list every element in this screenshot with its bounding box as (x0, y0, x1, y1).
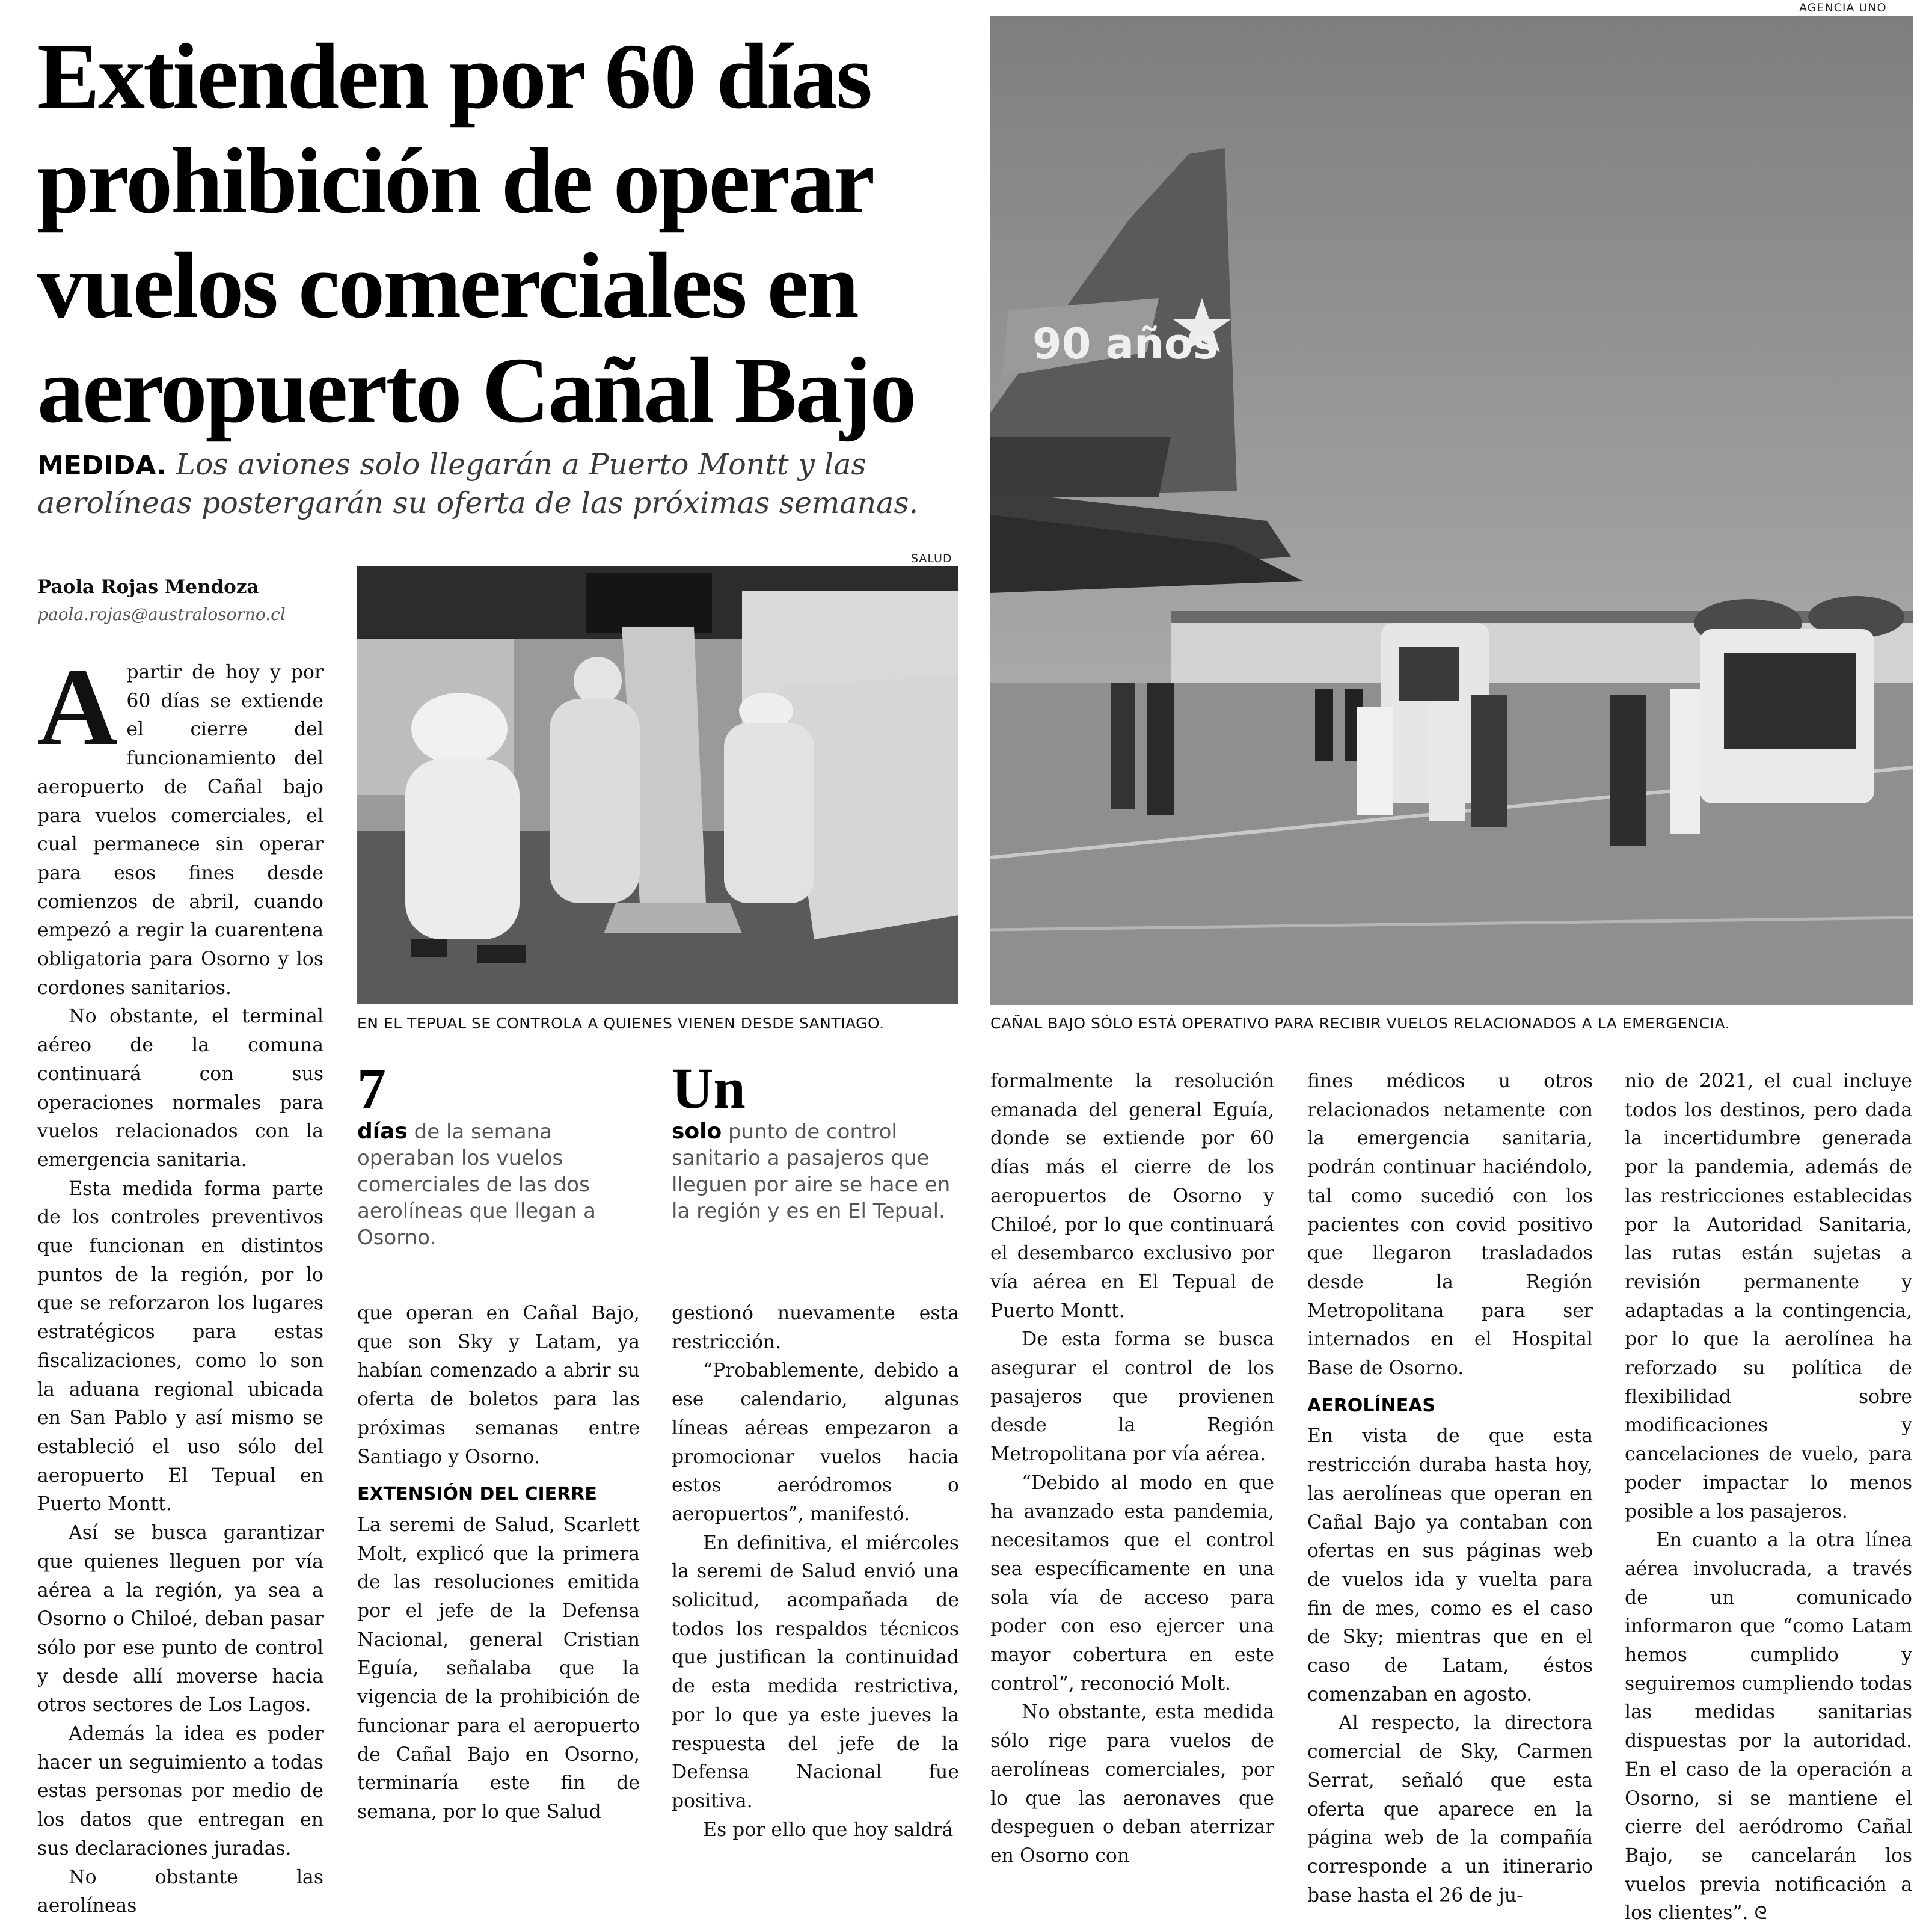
body-column-4 (990, 1067, 1274, 1871)
drop-cap: A (37, 645, 118, 769)
subhead: EXTENSIÓN DEL CIERRE (357, 1484, 597, 1505)
large-photo-credit: AGENCIA UNO (1799, 1, 1887, 14)
stat-box-1 (357, 1058, 640, 1251)
paragraph: “Probablemente, debido a ese calendario, algunas líneas aéreas empezaron a promocionar vuelos hacia estos aeródromos o aeropuertos”, manifestó. (672, 1360, 959, 1525)
paragraph: En vista de que esta restricción duraba hasta hoy, las aerolíneas que operan en Cañal Bajo ya contaban con ofertas en sus páginas web de vuelos ida y vuelta para fin de mes, como es el caso de Sky; mientras que en el caso de Latam, éstos comenzaban en agosto. (1307, 1425, 1593, 1705)
paragraph: Al respecto, la directora comercial de Sky, Carmen Serrat, señaló que esta oferta que aparece en la página web de la compañía corresponde a un itinerario base hasta el 26 de ju- (1307, 1712, 1593, 1906)
paragraph: Esta medida forma parte de los controles preventivos que funcionan en distintos puntos de la región, por lo que se reforzaron los lugares estratégicos para estas fiscalizaciones, como lo son la aduana regional ubicada en San Pablo y así mismo se estableció el uso sólo del aeropuerto El Tepual en Puerto Montt. (37, 1177, 324, 1515)
body-column-3 (672, 1300, 959, 1844)
paragraph: que operan en Cañal Bajo, que son Sky y Latam, ya habían comenzado a abrir su oferta de boletos para las próximas semanas entre Santiago y Osorno. (357, 1303, 640, 1468)
paragraph: formalmente la resolución emanada del general Eguía, donde se extiende por 60 días más el cierre de los aeropuertos de Osorno y Chiloé, por lo que continuará el desembarco exclusivo por vía aérea en El Tepual de Puerto Montt. (990, 1070, 1274, 1322)
paragraph: De esta forma se busca asegurar el control de los pasajeros que provienen desde la Región Metropolitana por vía aérea. (990, 1328, 1274, 1466)
headline-line-4: aeropuerto Cañal Bajo (37, 338, 915, 442)
large-photo-illustration (990, 16, 1913, 1005)
stat-text: solo punto de control sanitario a pasajeros que lleguen por aire se hace en la región y es en El Tepual. (672, 1119, 951, 1223)
headline-line-3: vuelos comerciales en (37, 233, 857, 337)
paragraph: nio de 2021, el cual incluye todos los destinos, pero dada la incertidumbre generada por la pandemia, además de las restricciones establecidas por la Autoridad Sanitaria, las rutas están sujetas a revisión permanente y adaptadas a la contingencia, por lo que la aerolínea ha reforzado su política de flexibilidad sobre modificaciones y cancelaciones de vuelo, para poder impactar lo menos posible a los pasajeros. (1625, 1070, 1912, 1523)
paragraph: No obstante, esta medida sólo rige para vuelos de aerolíneas comerciales, por lo que las aeronaves que despeguen o deban aterrizar en Osorno con (990, 1701, 1274, 1867)
paragraph: Así se busca garantizar que quienes lleguen por vía aérea a la región, ya sea a Osorno o Chiloé, deban pasar sólo por ese punto de control y desde allí moverse hacia otros sectores de Los Lagos. (37, 1522, 324, 1716)
large-photo-caption: CAÑAL BAJO SÓLO ESTÁ OPERATIVO PARA RECIBIR VUELOS RELACIONADOS A LA EMERGENCIA. (990, 1015, 1731, 1032)
stat-text: días de la semana operaban los vuelos comerciales de las dos aerolíneas que llegan a Osorno. (357, 1119, 596, 1250)
paragraph: La seremi de Salud, Scarlett Molt, explicó que la primera de las resoluciones emitida por el jefe de la Defensa Nacional, general Cristian Eguía, señalaba que la vigencia de la prohibición de funcionar para el aeropuerto de Cañal Bajo en Osorno, terminaría este fin de semana, por lo que Salud (357, 1514, 640, 1823)
paragraph: Es por ello que hoy saldrá (703, 1819, 954, 1841)
small-photo-illustration (357, 566, 958, 1004)
paragraph: En definitiva, el miércoles la seremi de Salud envió una solicitud, acompañada de todos los respaldos técnicos que justifican la continuidad de esta medida restrictiva, por lo que ya este jueves la respuesta del jefe de la Defensa Nacional fue positiva. (672, 1532, 959, 1812)
paragraph: No obstante las aerolíneas (37, 1866, 324, 1917)
end-mark-icon: ᘓ (1754, 1903, 1767, 1924)
paragraph: Además la idea es poder hacer un seguimiento a todas estas personas por medio de los datos que entregan en sus declaraciones juradas. (37, 1723, 324, 1859)
stat-box-2 (672, 1058, 959, 1224)
deck-kicker: MEDIDA. (37, 450, 167, 481)
small-photo-caption: EN EL TEPUAL SE CONTROLA A QUIENES VIENEN DESDE SANTIAGO. (357, 1015, 885, 1032)
paragraph: Apartir de hoy y por 60 días se extiende el cierre del funcionamiento del aeropuerto de Cañal bajo para vuelos comerciales, el cual permanece sin operar para esos fines desde comienzos de abril, cuando empezó a regir la cuarentena obligatoria para Osorno y los cordones sanitarios. (37, 645, 324, 999)
small-photo (357, 566, 958, 1004)
paragraph: gestionó nuevamente esta restricción. (672, 1303, 959, 1353)
body-column-5 (1307, 1067, 1593, 1910)
body-column-6 (1625, 1067, 1912, 1928)
paragraph: “Debido al modo en que ha avanzado esta pandemia, necesitamos que el control sea específicamente en una sola vía de acceso para poder con eso ejercer una mayor cobertura en este control”, reconoció Molt. (990, 1472, 1274, 1695)
large-photo (990, 16, 1913, 1005)
deck-text: Los aviones solo llegarán a Puerto Montt y las aerolíneas postergarán su oferta de las próximas semanas. (37, 447, 919, 520)
paragraph: No obstante, el terminal aéreo de la comuna continuará con sus operaciones normales para vuelos relacionados con la emergencia sanitaria. (37, 1005, 324, 1171)
paragraph: fines médicos u otros relacionados netamente con la emergencia sanitaria, podrán continuar haciéndolo, tal como sucedió con los pacientes con covid positivo que llegaron trasladados desde la Región Metropolitana para ser internados en el Hospital Base de Osorno. (1307, 1070, 1593, 1380)
small-photo-credit: SALUD (911, 552, 952, 565)
subhead: AEROLÍNEAS (1307, 1395, 1436, 1416)
tail-badge: 90 años (1032, 319, 1218, 369)
headline-line-2: prohibición de operar (37, 129, 874, 233)
stat-number: 7 (357, 1056, 386, 1120)
headline (37, 24, 975, 443)
paragraph: En cuanto a la otra línea aérea involucrada, a través de un comunicado informaron que “como Latam hemos cumplido y seguiremos cumpliendo todas las medidas sanitarias dispuestas por la autoridad. En el caso de la operación a Osorno, si se mantiene el cierre del aeródromo Cañal Bajo, se cancelarán los vuelos previa notificación a los clientes”. ᘓ (1625, 1529, 1912, 1924)
deck (37, 446, 975, 522)
byline-author: Paola Rojas Mendoza (37, 576, 259, 598)
body-column-1 (37, 645, 324, 1921)
body-column-2 (357, 1300, 640, 1827)
stat-number: Un (672, 1056, 746, 1120)
headline-line-1: Extienden por 60 días (37, 24, 871, 128)
byline-email[interactable]: paola.rojas@australosorno.cl (37, 604, 286, 624)
